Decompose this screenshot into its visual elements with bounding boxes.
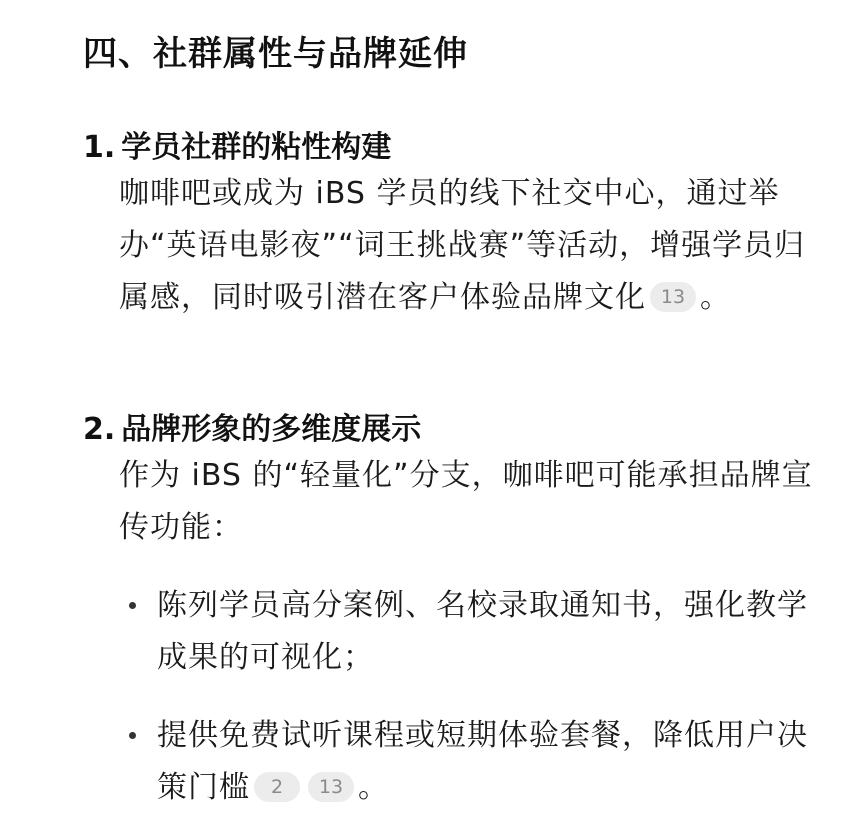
list-number: 2. bbox=[83, 412, 116, 447]
subsection-1 bbox=[83, 128, 823, 324]
paragraph-end: 。 bbox=[700, 280, 731, 315]
subsection-title-text: 品牌形象的多维度展示 bbox=[121, 412, 422, 447]
paragraph-text: 作为 iBS 的“轻量化”分支，咖啡吧可能承担品牌宣传功能： bbox=[119, 458, 813, 545]
list-item-end: 。 bbox=[358, 770, 389, 805]
list-item-text: 提供免费试听课程或短期体验套餐，降低用户决策门槛 bbox=[157, 718, 808, 805]
subsection-title-text: 学员社群的粘性构建 bbox=[121, 130, 392, 165]
citation-badge[interactable]: 2 bbox=[254, 772, 300, 802]
subsection-title bbox=[83, 410, 823, 450]
list-item bbox=[119, 710, 819, 814]
bullet-dot-icon bbox=[129, 602, 136, 609]
list-item-text: 陈列学员高分案例、名校录取通知书，强化教学成果的可视化； bbox=[157, 588, 808, 675]
list-item bbox=[119, 580, 819, 684]
list-number: 1. bbox=[83, 130, 116, 165]
bullet-dot-icon bbox=[129, 732, 136, 739]
section-heading: 四、社群属性与品牌延伸 bbox=[83, 34, 468, 74]
citation-badge[interactable]: 13 bbox=[308, 772, 354, 802]
paragraph bbox=[119, 168, 819, 324]
paragraph-text: 咖啡吧或成为 iBS 学员的线下社交中心，通过举办“英语电影夜”“词王挑战赛”等活动，增强学员归属感，同时吸引潜在客户体验品牌文化 bbox=[119, 176, 806, 315]
bullet-list bbox=[119, 580, 819, 814]
subsection-2 bbox=[83, 410, 823, 840]
citation-badge[interactable]: 13 bbox=[650, 282, 696, 312]
subsection-title bbox=[83, 128, 823, 168]
paragraph bbox=[119, 450, 819, 554]
